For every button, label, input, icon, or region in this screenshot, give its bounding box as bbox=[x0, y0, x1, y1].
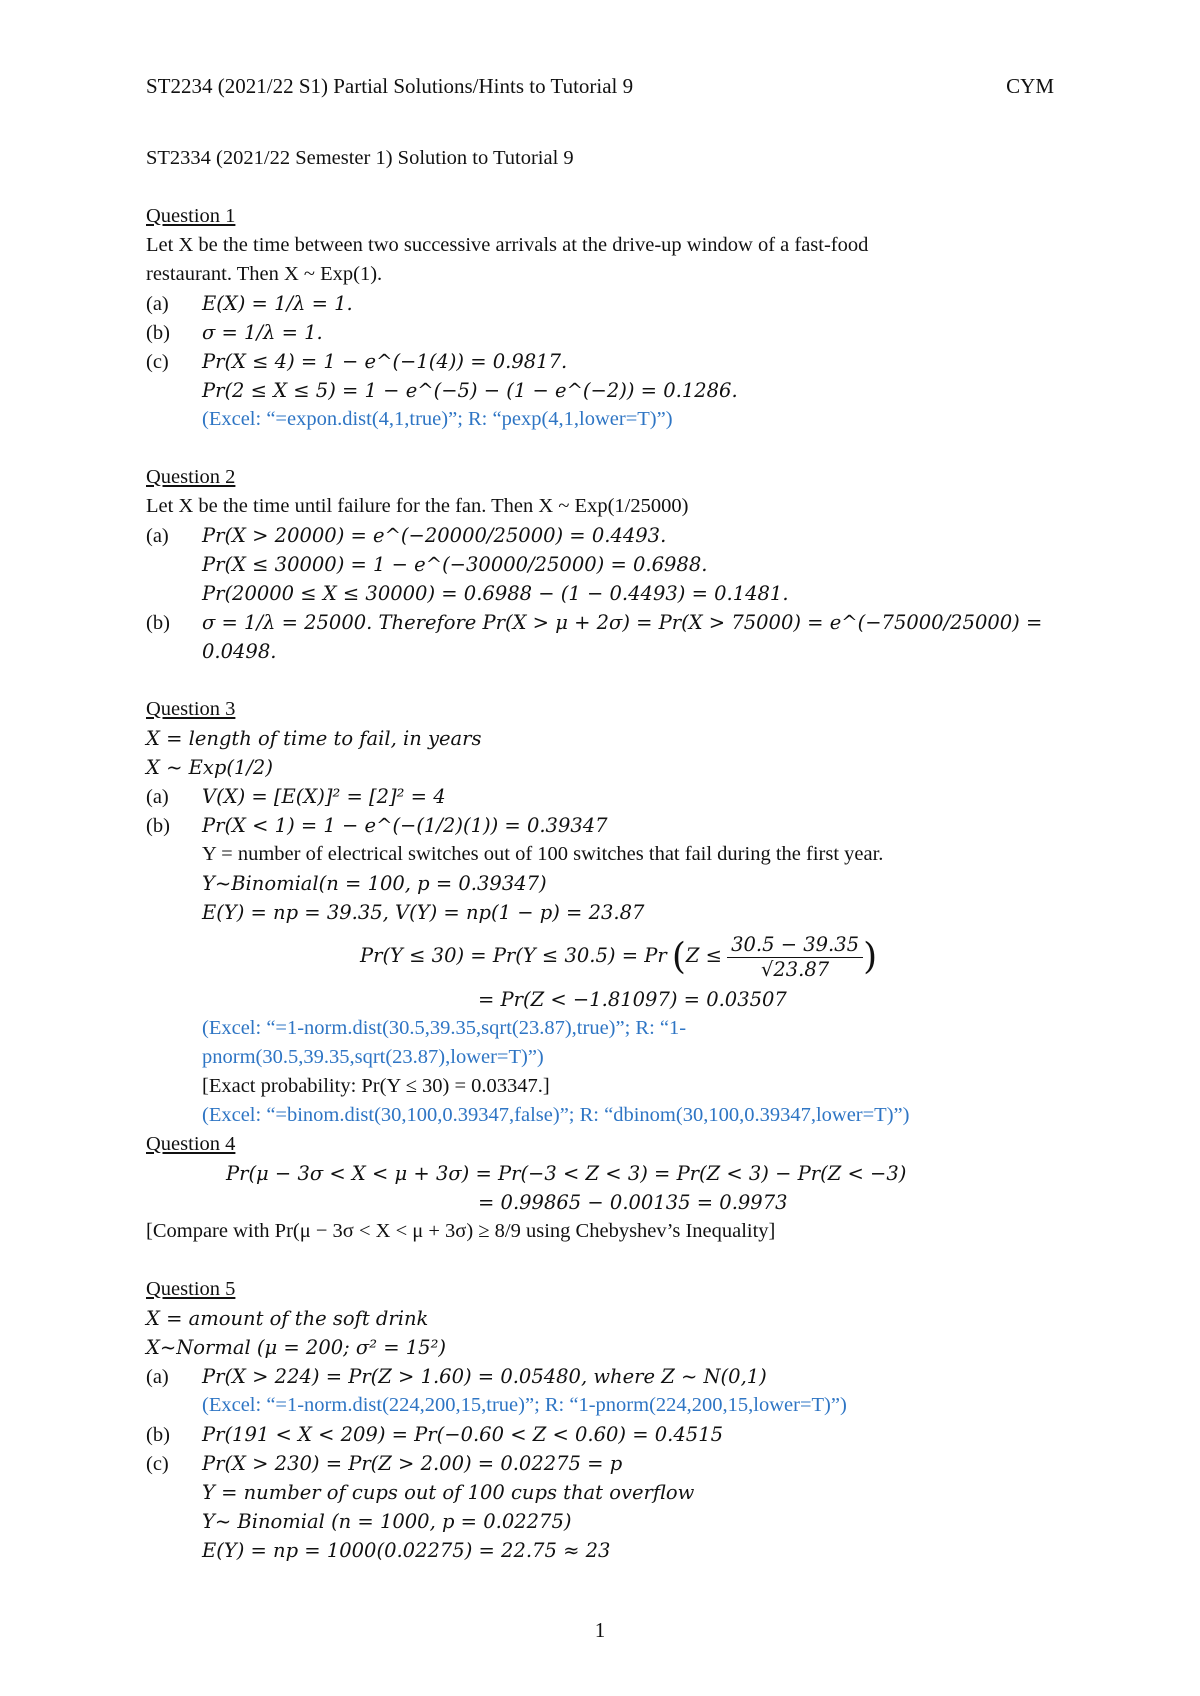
question-title: Question 3 bbox=[146, 698, 236, 720]
part-label: (b) bbox=[146, 612, 170, 634]
q3-def-2: X ~ Exp(1/2) bbox=[146, 756, 273, 779]
q3-exact-probability: [Exact probability: Pr(Y ≤ 30) = 0.03347.] bbox=[202, 1075, 550, 1097]
q5-a-text: Pr(X > 224) = Pr(Z > 1.60) = 0.05480, where Z ~ N(0,1) bbox=[202, 1365, 767, 1388]
q5-excel-hint: (Excel: “=1-norm.dist(224,200,15,true)”; R: “1-pnorm(224,200,15,lower=T)”) bbox=[202, 1394, 847, 1416]
q2-a-text-3: Pr(20000 ≤ X ≤ 30000) = 0.6988 − (1 − 0.4493) = 0.1481. bbox=[202, 582, 789, 605]
q1-intro-2: restaurant. Then X ~ Exp(1). bbox=[146, 263, 383, 285]
q3-a-text: V(X) = [E(X)]² = [2]² = 4 bbox=[202, 785, 446, 808]
fraction-numerator: 30.5 − 39.35 bbox=[727, 933, 863, 958]
equation-left: Pr(Y ≤ 30) = Pr(Y ≤ 30.5) = Pr bbox=[360, 944, 667, 967]
question-title: Question 5 bbox=[146, 1278, 236, 1300]
q3-excel-hint-2: pnorm(30.5,39.35,sqrt(23.87),lower=T)”) bbox=[202, 1046, 544, 1068]
q5-c-text-1: Pr(X > 230) = Pr(Z > 2.00) = 0.02275 = p bbox=[202, 1452, 623, 1475]
q3-b-text-1: Pr(X < 1) = 1 − e^(−(1/2)(1)) = 0.39347 bbox=[202, 814, 608, 837]
q5-c-text-2: Y = number of cups out of 100 cups that overflow bbox=[202, 1481, 695, 1504]
q3-excel-hint-1: (Excel: “=1-norm.dist(30.5,39.35,sqrt(23.87),true)”; R: “1- bbox=[202, 1017, 687, 1039]
q3-normal-approx-equation: Pr(Y ≤ 30) = Pr(Y ≤ 30.5) = Pr (Z ≤ $\frac{30.5 - 39.35}{√23.87}$ ) bbox=[360, 932, 878, 981]
question-title: Question 2 bbox=[146, 466, 236, 488]
page-number: 1 bbox=[594, 1618, 606, 1642]
q3-equation-2: = Pr(Z < −1.81097) = 0.03507 bbox=[478, 988, 787, 1011]
question-title: Question 4 bbox=[146, 1133, 236, 1155]
q4-equation-2: = 0.99865 − 0.00135 = 0.9973 bbox=[478, 1191, 788, 1214]
q4-compare: [Compare with Pr(μ − 3σ < X < μ + 3σ) ≥ 8/9 using Chebyshev’s Inequality] bbox=[146, 1220, 776, 1242]
question-1 bbox=[146, 202, 1061, 434]
doc-title: ST2334 (2021/22 Semester 1) Solution to Tutorial 9 bbox=[146, 147, 574, 169]
q5-def-1: X = amount of the soft drink bbox=[146, 1307, 429, 1330]
question-3 bbox=[146, 695, 1061, 1130]
q5-b-text: Pr(191 < X < 209) = Pr(−0.60 < Z < 0.60) = 0.4515 bbox=[202, 1423, 724, 1446]
q2-a-text-1: Pr(X > 20000) = e^(−20000/25000) = 0.4493. bbox=[202, 524, 667, 547]
q4-equation-1: Pr(μ − 3σ < X < μ + 3σ) = Pr(−3 < Z < 3) = Pr(Z < 3) − Pr(Z < −3) bbox=[226, 1162, 907, 1185]
q5-c-text-3: Y~ Binomial (n = 1000, p = 0.02275) bbox=[202, 1510, 572, 1533]
solution-content bbox=[146, 144, 1061, 1565]
q5-c-text-4: E(Y) = np = 1000(0.02275) = 22.75 ≈ 23 bbox=[202, 1539, 611, 1562]
part-label: (b) bbox=[146, 815, 170, 837]
q1-excel-hint: (Excel: “=expon.dist(4,1,true)”; R: “pexp(4,1,lower=T)”) bbox=[202, 408, 673, 430]
part-label: (c) bbox=[146, 351, 169, 373]
part-label: (b) bbox=[146, 1424, 170, 1446]
header-right: CYM bbox=[1006, 74, 1054, 98]
equation-fraction bbox=[727, 933, 863, 982]
question-2 bbox=[146, 463, 1061, 666]
part-label: (a) bbox=[146, 525, 169, 547]
question-5 bbox=[146, 1275, 1061, 1565]
part-label: (b) bbox=[146, 322, 170, 344]
q1-intro-1: Let X be the time between two successive arrivals at the drive-up window of a fast-food bbox=[146, 234, 869, 256]
question-title: Question 1 bbox=[146, 205, 236, 227]
q2-b-text-1: σ = 1/λ = 25000. Therefore Pr(X > μ + 2σ) = Pr(X > 75000) = e^(−75000/25000) = bbox=[202, 611, 1043, 634]
q2-b-text-2: 0.0498. bbox=[202, 640, 277, 663]
q3-b-text-2: Y = number of electrical switches out of 100 switches that fail during the first year. bbox=[202, 843, 884, 865]
part-label: (c) bbox=[146, 1453, 169, 1475]
q1-c-text-2: Pr(2 ≤ X ≤ 5) = 1 − e^(−5) − (1 − e^(−2)) = 0.1286. bbox=[202, 379, 738, 402]
q1-c-text-1: Pr(X ≤ 4) = 1 − e^(−1(4)) = 0.9817. bbox=[202, 350, 568, 373]
q5-def-2: X~Normal (μ = 200; σ² = 15²) bbox=[146, 1336, 447, 1359]
q1-b-text: σ = 1/λ = 1. bbox=[202, 321, 323, 344]
q3-b-text-3: Y~Binomial(n = 100, p = 0.39347) bbox=[202, 872, 547, 895]
part-label: (a) bbox=[146, 1366, 169, 1388]
header-left: ST2234 (2021/22 S1) Partial Solutions/Hints to Tutorial 9 bbox=[146, 74, 634, 98]
q2-intro: Let X be the time until failure for the fan. Then X ~ Exp(1/25000) bbox=[146, 495, 689, 517]
q3-excel-hint-3: (Excel: “=binom.dist(30,100,0.39347,false)”; R: “dbinom(30,100,0.39347,lower=T)”) bbox=[202, 1104, 910, 1126]
q1-a-text: E(X) = 1/λ = 1. bbox=[202, 292, 353, 315]
q3-def-1: X = length of time to fail, in years bbox=[146, 727, 482, 750]
q3-b-text-4: E(Y) = np = 39.35, V(Y) = np(1 − p) = 23.87 bbox=[202, 901, 645, 924]
fraction-denominator: √23.87 bbox=[760, 957, 830, 981]
q2-a-text-2: Pr(X ≤ 30000) = 1 − e^(−30000/25000) = 0.6988. bbox=[202, 553, 708, 576]
equation-z: Z ≤ bbox=[685, 944, 722, 967]
question-4 bbox=[146, 1130, 1061, 1246]
part-label: (a) bbox=[146, 786, 169, 808]
part-label: (a) bbox=[146, 293, 169, 315]
